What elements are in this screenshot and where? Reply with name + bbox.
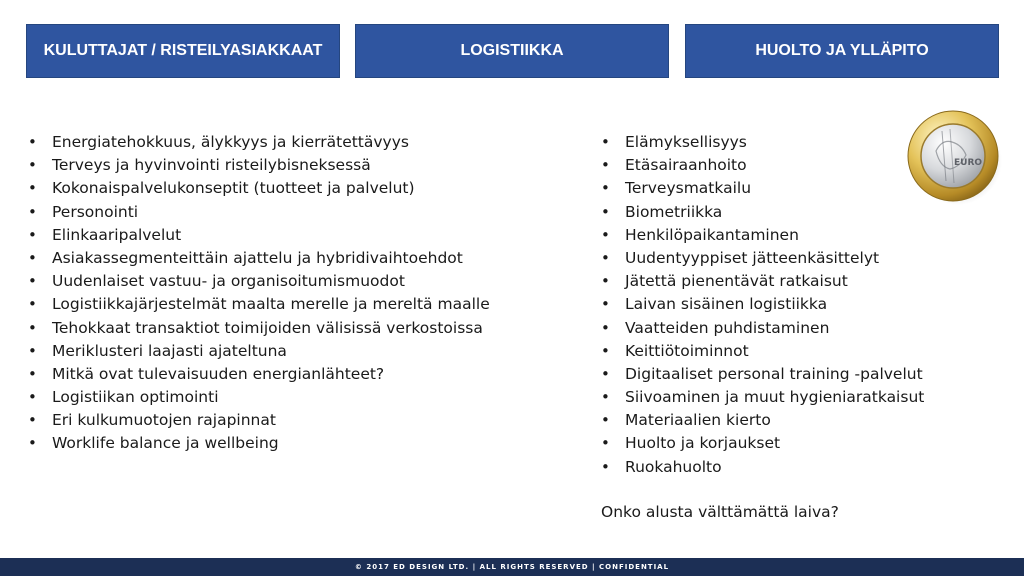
list-item: • Digitaaliset personal training -palvelut — [599, 363, 924, 386]
list-item: • Laivan sisäinen logistiikka — [599, 293, 924, 316]
list-item: • Biometriikka — [599, 201, 924, 224]
list-item: • Terveysmatkailu — [599, 177, 924, 200]
list-item: • Ruokahuolto — [599, 456, 924, 479]
list-item: • Siivoaminen ja muut hygieniaratkaisut — [599, 386, 924, 409]
header-maintenance: HUOLTO JA YLLÄPITO — [685, 24, 999, 78]
footer: © 2017 ED DESIGN LTD. | ALL RIGHTS RESERVED | CONFIDENTIAL — [0, 558, 1024, 576]
header-consumers: KULUTTAJAT / RISTEILYASIAKKAAT — [26, 24, 340, 78]
euro-coin-icon — [906, 109, 1002, 205]
list-item: • Elinkaaripalvelut — [26, 224, 490, 247]
list-item: • Keittiötoiminnot — [599, 340, 924, 363]
header-logistics: LOGISTIIKKA — [355, 24, 669, 78]
list-item: • Personointi — [26, 201, 490, 224]
list-item: • Uudentyyppiset jätteenkäsittelyt — [599, 247, 924, 270]
coin-text: EURO — [954, 158, 983, 168]
right-bullet-list — [599, 131, 924, 479]
list-item: • Logistiikan optimointi — [26, 386, 490, 409]
list-item: • Energiatehokkuus, älykkyys ja kierrätettävyys — [26, 131, 490, 154]
list-item: • Kokonaispalvelukonseptit (tuotteet ja palvelut) — [26, 177, 490, 200]
list-item: • Uudenlaiset vastuu- ja organisoitumismuodot — [26, 270, 490, 293]
list-item: • Worklife balance ja wellbeing — [26, 432, 490, 455]
list-item: • Vaatteiden puhdistaminen — [599, 317, 924, 340]
list-item: • Asiakassegmenteittäin ajattelu ja hybridivaihtoehdot — [26, 247, 490, 270]
closing-question: Onko alusta välttämättä laiva? — [601, 503, 839, 521]
list-item: • Elämyksellisyys — [599, 131, 924, 154]
list-item: • Jätettä pienentävät ratkaisut — [599, 270, 924, 293]
list-item: • Eri kulkumuotojen rajapinnat — [26, 409, 490, 432]
list-item: • Meriklusteri laajasti ajateltuna — [26, 340, 490, 363]
list-item: • Etäsairaanhoito — [599, 154, 924, 177]
list-item: • Logistiikkajärjestelmät maalta merelle ja mereltä maalle — [26, 293, 490, 316]
list-item: • Huolto ja korjaukset — [599, 432, 924, 455]
list-item: • Tehokkaat transaktiot toimijoiden välisissä verkostoissa — [26, 317, 490, 340]
list-item: • Terveys ja hyvinvointi risteilybisneksessä — [26, 154, 490, 177]
left-bullet-list — [26, 131, 490, 456]
list-item: • Henkilöpaikantaminen — [599, 224, 924, 247]
list-item: • Mitkä ovat tulevaisuuden energianlähteet? — [26, 363, 490, 386]
list-item: • Materiaalien kierto — [599, 409, 924, 432]
